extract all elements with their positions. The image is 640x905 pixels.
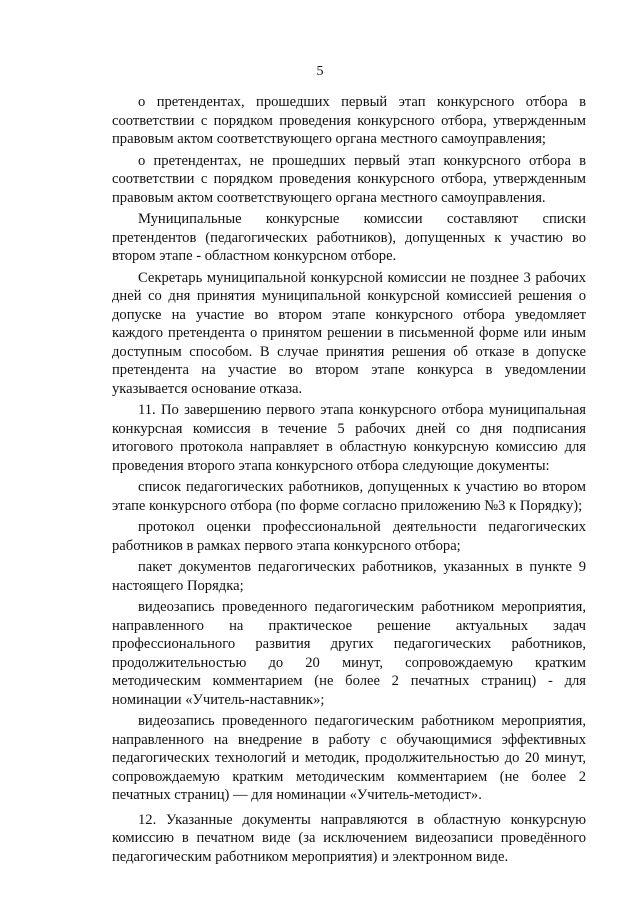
list-item-3: пакет документов педагогических работников, указанных в пункте 9 настоящего Порядка; [112, 559, 586, 594]
paragraph-4: Секретарь муниципальной конкурсной комиссии не позднее 3 рабочих дней со дня принятия муниципальной конкурсной комиссией решения о допуске на участие во втором этапе конкурсного отбора уведомляет каждого претендента о принятом решении в письменной форме или иным доступным способом. В случае принятия решения об отказе в допуске претендента на участие во втором этапе конкурса в уведомлении указывается основание отказа. [112, 269, 586, 397]
paragraph-2: о претендентах, не прошедших первый этап конкурсного отбора в соответствии с порядком проведения конкурсного отбора, утвержденным правовым актом соответствующего органа местного самоуправления. [112, 152, 586, 206]
paragraph-section-11: 11. По завершению первого этапа конкурсного отбора муниципальная конкурсная комиссия в течение 5 рабочих дней со дня подписания итогового протокола направляет в областную конкурсную комиссию для проведения второго этапа конкурсного отбора следующие документы: [112, 402, 586, 474]
page-number: 5 [316, 64, 324, 79]
list-item-5: видеозапись проведенного педагогическим работником мероприятия, направленного на внедрение в работу с обучающимися эффективных педагогических технологий и методик, продолжительностью до 20 минут, сопровождаемую кратким методическим комментарием (не более 2 печатных страниц) — для номинации «Учитель-методист». [112, 713, 586, 803]
body-text [112, 93, 586, 869]
paragraph-section-12: 12. Указанные документы направляются в областную конкурсную комиссию в печатном виде (за исключением видеозаписи проведённого педагогическим работником мероприятия) и электронном виде. [112, 811, 586, 865]
list-item-4: видеозапись проведенного педагогическим работником мероприятия, направленного на практическое решение актуальных задач профессионального развития других педагогических работников, продолжительностью до 20 минут, сопровождаемую кратким методическим комментарием (не более 2 печатных страниц) - для номинации «Учитель-наставник»; [112, 599, 586, 708]
list-item-1: список педагогических работников, допущенных к участию во втором этапе конкурсного отбора (по форме согласно приложению №3 к Порядку); [112, 479, 586, 514]
paragraph-3: Муниципальные конкурсные комиссии составляют списки претендентов (педагогических работников), допущенных к участию во втором этапе - областном конкурсном отборе. [112, 211, 586, 264]
paragraph-1: о претендентах, прошедших первый этап конкурсного отбора в соответствии с порядком проведения конкурсного отбора, утвержденным правовым актом соответствующего органа местного самоуправления; [112, 94, 586, 147]
list-item-2: протокол оценки профессиональной деятельности педагогических работников в рамках первого этапа конкурсного отбора; [112, 519, 586, 554]
